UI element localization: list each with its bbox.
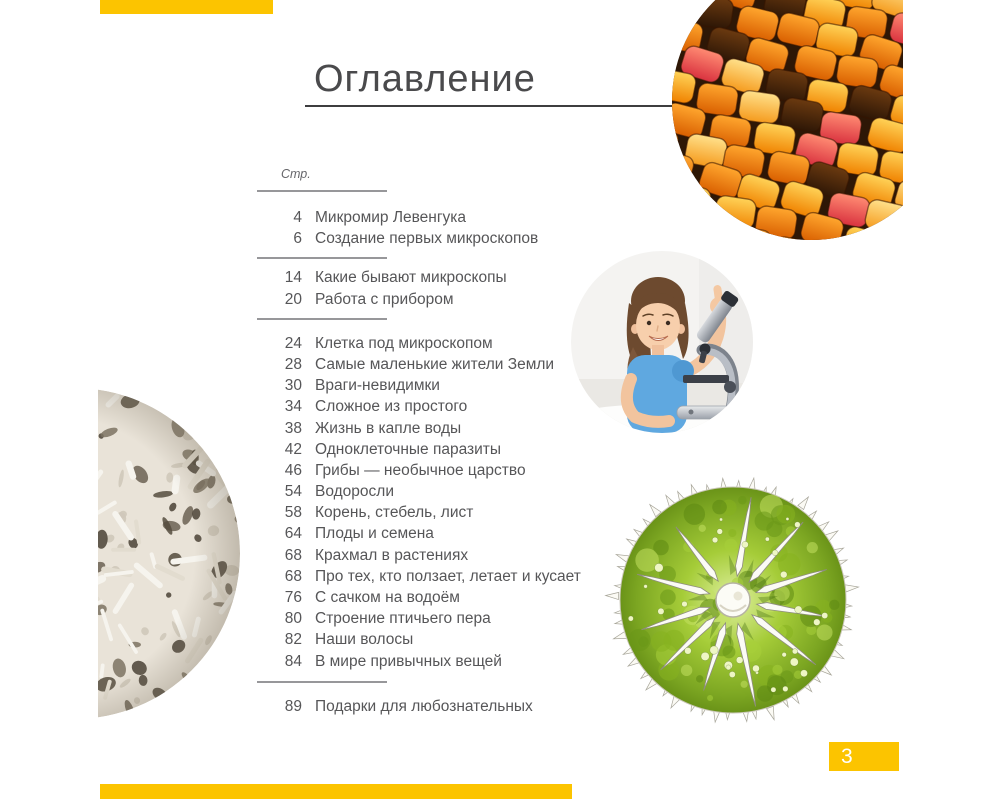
bottom-accent-bar <box>100 784 572 799</box>
toc-page-number: 28 <box>284 355 302 373</box>
page-number-box <box>829 742 899 771</box>
sponge-texture-photo <box>98 388 242 719</box>
page-number: 3 <box>841 745 853 768</box>
toc-page-number: 46 <box>284 461 302 479</box>
toc-item-title: Одноклеточные паразиты <box>315 440 502 458</box>
toc-item-title: С сачком на водоём <box>315 589 460 606</box>
toc-group-divider <box>257 257 387 259</box>
toc-page-number: 89 <box>284 697 302 715</box>
toc-page-number: 20 <box>284 290 302 308</box>
toc-page-number: 14 <box>284 269 302 287</box>
toc-page-number: 68 <box>284 546 302 564</box>
toc-page-number: 38 <box>284 419 302 437</box>
toc-page-number: 84 <box>284 652 302 670</box>
toc-item-title: Наши волосы <box>315 631 414 649</box>
toc-row <box>240 439 680 460</box>
toc-page-number: 54 <box>284 483 302 501</box>
toc-row <box>240 207 680 228</box>
toc-item-title: Сложное из простого <box>315 398 468 416</box>
toc-page-number: 34 <box>284 398 302 416</box>
toc-page-number: 30 <box>284 377 302 395</box>
toc-item-title: Плоды и семена <box>315 525 434 543</box>
toc-page-number: 76 <box>284 589 302 606</box>
toc-page-number: 64 <box>284 525 302 543</box>
toc-item-title: Враги-невидимки <box>315 377 440 395</box>
toc-group-divider <box>257 318 387 320</box>
girl-with-microscope-illustration <box>571 251 753 433</box>
toc-item-title: Создание первых микроскопов <box>315 230 539 248</box>
toc-item-title: Какие бывают микроскопы <box>315 269 507 287</box>
toc-item-title: Клетка под микроскопом <box>315 334 493 352</box>
page-column-label: Стр. <box>281 167 311 181</box>
toc-item-title: Строение птичьего пера <box>315 610 491 628</box>
page-title: Оглавление <box>314 58 536 100</box>
toc-item-title: Корень, стебель, лист <box>315 504 474 522</box>
toc-item-title: Жизнь в капле воды <box>315 419 462 437</box>
green-alga-illustration <box>598 465 868 735</box>
toc-row <box>240 418 680 439</box>
toc-item-title: Работа с прибором <box>315 290 454 308</box>
toc-item-title: Крахмал в растениях <box>315 546 469 564</box>
toc-page-number: 24 <box>284 334 302 352</box>
toc-group-divider <box>257 681 387 683</box>
toc-item-title: Про тех, кто ползает, летает и кусает <box>315 567 581 585</box>
toc-page-number: 42 <box>284 440 302 458</box>
toc-page-number: 58 <box>284 504 302 522</box>
girl-with-microscope-photo <box>571 251 753 433</box>
toc-item-title: Подарки для любознательных <box>315 697 533 715</box>
sponge-texture-photo-circle <box>98 388 240 719</box>
butterfly-wing-photo-circle <box>672 0 903 240</box>
butterfly-wing-photo <box>672 0 903 240</box>
toc-page-number: 82 <box>284 631 302 649</box>
column-label-underline <box>257 190 387 192</box>
toc-item-title: Самые маленькие жители Земли <box>315 355 555 373</box>
toc-page-number: 68 <box>284 567 302 585</box>
toc-item-title: Микромир Левенгука <box>315 209 467 226</box>
sponge-texture-illustration <box>98 388 240 719</box>
toc-item-title: Водоросли <box>315 483 394 501</box>
toc-page-number: 6 <box>293 230 302 248</box>
butterfly-wing-scales-illustration <box>672 0 903 240</box>
toc-item-title: В мире привычных вещей <box>315 652 502 670</box>
toc-page-number: 4 <box>293 209 302 226</box>
toc-row <box>240 228 680 249</box>
toc-page-number: 80 <box>284 610 302 628</box>
toc-item-title: Грибы — необычное царство <box>315 461 526 479</box>
top-accent-bar <box>100 0 273 14</box>
title-underline <box>305 105 672 107</box>
green-alga-photo <box>598 465 868 735</box>
